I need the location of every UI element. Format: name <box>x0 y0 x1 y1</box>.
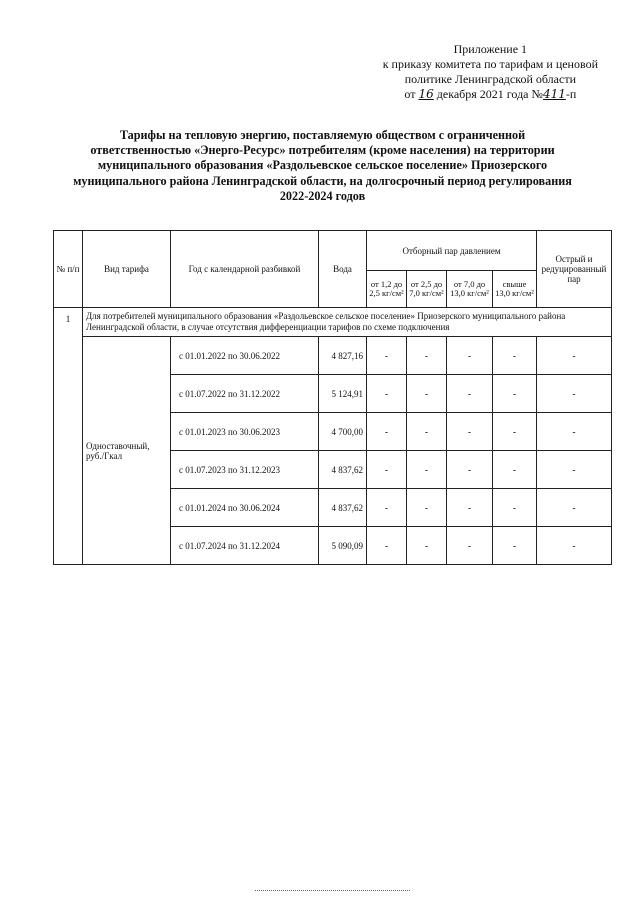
order-suffix: -п <box>565 87 577 101</box>
steam-cell: - <box>407 337 447 375</box>
sharp-cell: - <box>537 489 612 527</box>
section-description: Для потребителей муниципального образования «Раздольевское сельское поселение» Приозерского муниципального района Ленинградской области, в случае отсутствия дифференциации тарифов по схеме подключения <box>83 308 612 337</box>
steam-cell: - <box>493 413 537 451</box>
appendix-committee-line: политике Ленинградской области <box>404 72 576 86</box>
period-cell: с 01.01.2022 по 30.06.2022 <box>171 337 319 375</box>
steam-cell: - <box>447 527 493 565</box>
sharp-cell: - <box>537 375 612 413</box>
date-prefix: от <box>404 87 416 101</box>
steam-cell: - <box>447 337 493 375</box>
header-steam-col: от 7,0 до 13,0 кг/см² <box>447 271 493 308</box>
sharp-cell: - <box>537 527 612 565</box>
steam-cell: - <box>407 451 447 489</box>
water-cell: 4 827,16 <box>319 337 367 375</box>
appendix-title: Приложение 1 <box>453 42 528 56</box>
steam-cell: - <box>407 375 447 413</box>
steam-cell: - <box>493 451 537 489</box>
document-title <box>55 128 590 204</box>
section-num: 1 <box>54 308 83 565</box>
period-cell: с 01.07.2022 по 31.12.2022 <box>171 375 319 413</box>
steam-cell: - <box>367 489 407 527</box>
water-cell: 4 837,62 <box>319 451 367 489</box>
appendix-date-line <box>383 87 598 102</box>
sharp-cell: - <box>537 337 612 375</box>
period-cell: с 01.01.2024 по 30.06.2024 <box>171 489 319 527</box>
header-steam-group: Отборный пар давлением <box>367 231 537 271</box>
tariff-type-label: Одноставочный, руб./Гкал <box>83 337 171 565</box>
period-cell: с 01.07.2024 по 31.12.2024 <box>171 527 319 565</box>
steam-cell: - <box>447 413 493 451</box>
steam-cell: - <box>493 489 537 527</box>
water-cell: 5 090,09 <box>319 527 367 565</box>
title-line: муниципального образования «Раздольевское сельское поселение» Приозерского <box>97 158 548 173</box>
steam-cell: - <box>367 451 407 489</box>
order-number: 411 <box>542 87 566 101</box>
table-row <box>54 337 612 375</box>
steam-cell: - <box>367 413 407 451</box>
water-cell: 4 700,00 <box>319 413 367 451</box>
steam-cell: - <box>447 489 493 527</box>
header-row <box>54 231 612 271</box>
tariff-table <box>53 230 612 565</box>
title-line: Тарифы на тепловую энергию, поставляемую обществом с ограниченной <box>119 128 526 142</box>
header-tariff-type: Вид тарифа <box>83 231 171 308</box>
section-row <box>54 308 612 337</box>
header-sharp-steam: Острый и редуцированный пар <box>537 231 612 308</box>
steam-cell: - <box>493 375 537 413</box>
steam-cell: - <box>407 489 447 527</box>
steam-cell: - <box>493 527 537 565</box>
period-cell: с 01.07.2023 по 31.12.2023 <box>171 451 319 489</box>
date-day: 16 <box>418 87 434 101</box>
header-water: Вода <box>319 231 367 308</box>
steam-cell: - <box>407 413 447 451</box>
steam-cell: - <box>447 451 493 489</box>
steam-cell: - <box>493 337 537 375</box>
title-line: муниципального района Ленинградской области, на долгосрочный период регулирования <box>73 173 572 188</box>
steam-cell: - <box>367 527 407 565</box>
header-period: Год с календарной разбивкой <box>171 231 319 308</box>
water-cell: 5 124,91 <box>319 375 367 413</box>
date-middle: декабря 2021 года № <box>436 87 543 101</box>
header-num: № п/п <box>54 231 83 308</box>
steam-cell: - <box>367 337 407 375</box>
water-cell: 4 837,62 <box>319 489 367 527</box>
appendix-order-line: к приказу комитета по тарифам и ценовой <box>382 57 598 71</box>
steam-cell: - <box>367 375 407 413</box>
sharp-cell: - <box>537 413 612 451</box>
sharp-cell: - <box>537 451 612 489</box>
period-cell: с 01.01.2023 по 30.06.2023 <box>171 413 319 451</box>
header-steam-col: от 2,5 до 7,0 кг/см² <box>407 271 447 308</box>
title-line: 2022-2024 годов <box>279 188 366 203</box>
steam-cell: - <box>447 375 493 413</box>
footer-divider <box>255 890 410 891</box>
appendix-block <box>383 42 598 102</box>
title-line: ответственностью «Энерго-Ресурс» потребителям (кроме населения) на территории <box>90 143 555 158</box>
steam-cell: - <box>407 527 447 565</box>
header-steam-col: свыше 13,0 кг/см² <box>493 271 537 308</box>
header-steam-col: от 1,2 до 2,5 кг/см² <box>367 271 407 308</box>
